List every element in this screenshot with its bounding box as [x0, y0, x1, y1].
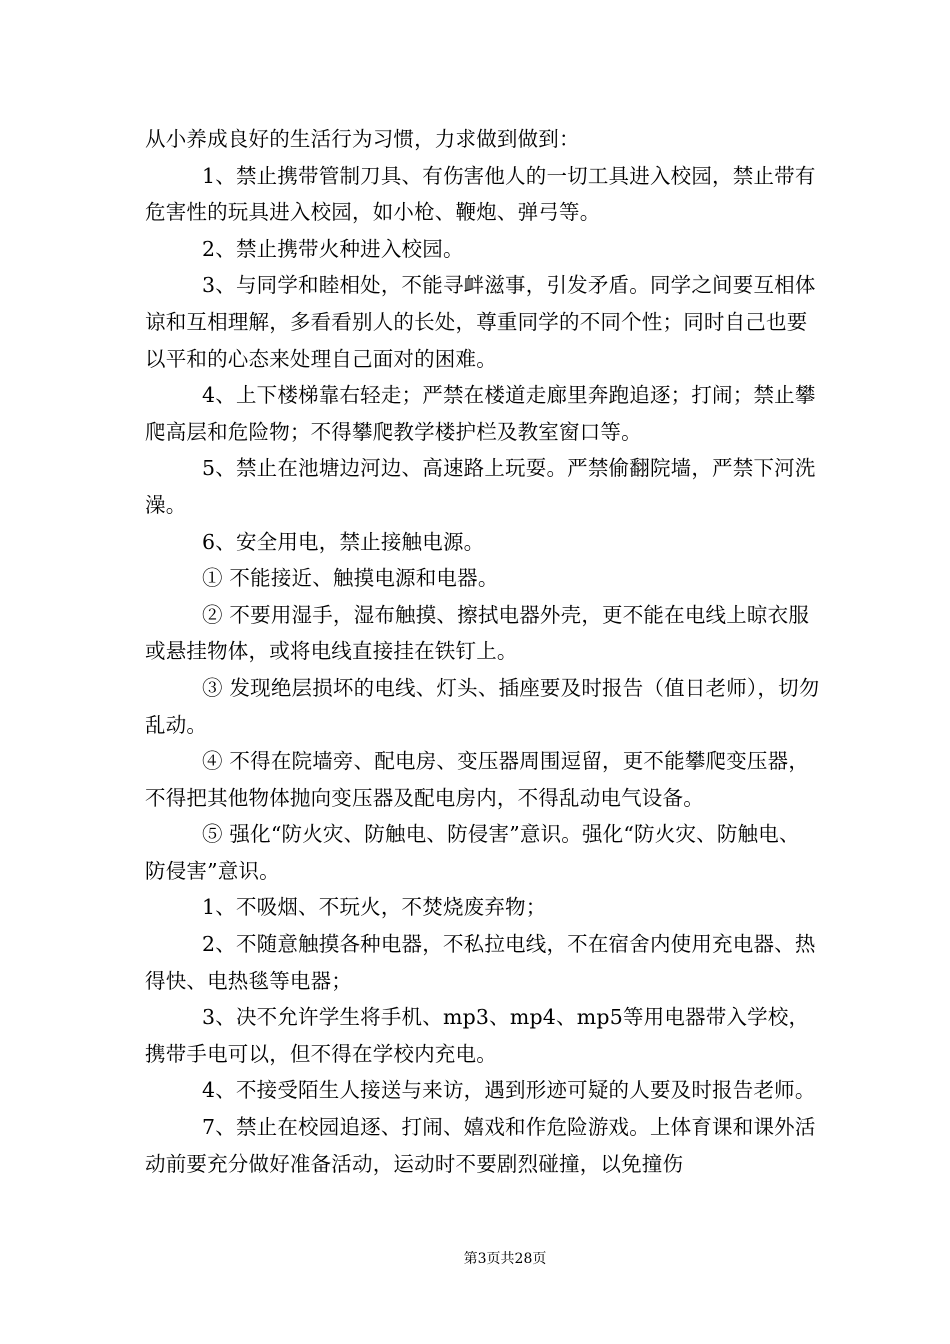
body-paragraph: 6、安全用电，禁止接触电源。 [202, 529, 485, 554]
body-paragraph: 3、与同学和睦相处，不能寻衅滋事，引发矛盾。同学之间要互相体谅和互相理解，多看看别人的长处，尊重同学的不同个性；同时自己也要以平和的心态来处理自己面对的困难。 [145, 273, 816, 371]
body-paragraph: 5、禁止在池塘边河边、高速路上玩耍。严禁偷翻院墙，严禁下河洗澡。 [145, 456, 816, 517]
body-paragraph: 4、上下楼梯靠右轻走；严禁在楼道走廊里奔跑追逐；打闹；禁止攀爬高层和危险物；不得攀爬教学楼护栏及教室窗口等。 [145, 383, 816, 444]
page-number-footer: 第3页共28页 [463, 1251, 547, 1267]
body-paragraph: ② 不要用湿手，湿布触摸、擦拭电器外壳，更不能在电线上晾衣服或悬挂物体，或将电线直接挂在铁钉上。 [145, 602, 810, 664]
body-paragraph: 1、禁止携带管制刀具、有伤害他人的一切工具进入校园，禁止带有危害性的玩具进入校园，如小枪、鞭炮、弹弓等。 [145, 163, 816, 225]
body-paragraph: 4、不接受陌生人接送与来访，遇到形迹可疑的人要及时报告老师。 [202, 1078, 816, 1103]
body-paragraph: 3、决不允许学生将手机、mp3、mp4、mp5等用电器带入学校，携带手电可以，但不得在学校内充电。 [145, 1005, 810, 1066]
document-body [145, 121, 820, 1182]
body-paragraph: 2、禁止携带火种进入校园。 [202, 236, 464, 261]
body-paragraph: ⑤ 强化“防火灾、防触电、防侵害”意识。强化“防火灾、防触电、防侵害”意识。 [145, 822, 800, 883]
body-paragraph: ④ 不得在院墙旁、配电房、变压器周围逗留，更不能攀爬变压器，不得把其他物体抛向变压器及配电房内，不得乱动电气设备。 [145, 749, 810, 810]
body-paragraph: 1、不吸烟、不玩火，不焚烧废弃物； [202, 895, 547, 920]
body-paragraph: ① 不能接近、触摸电源和电器。 [202, 566, 499, 591]
body-paragraph: 从小养成良好的生活行为习惯，力求做到做到： [145, 127, 580, 151]
body-paragraph: 7、禁止在校园追逐、打闹、嬉戏和作危险游戏。上体育课和课外活动前要充分做好准备活动，运动时不要剧烈碰撞，以免撞伤 [145, 1115, 816, 1176]
body-paragraph: ③ 发现绝层损坏的电线、灯头、插座要及时报告（值日老师），切勿乱动。 [145, 675, 820, 737]
body-paragraph: 2、不随意触摸各种电器，不私拉电线，不在宿舍内使用充电器、热得快、电热毯等电器； [145, 932, 816, 993]
